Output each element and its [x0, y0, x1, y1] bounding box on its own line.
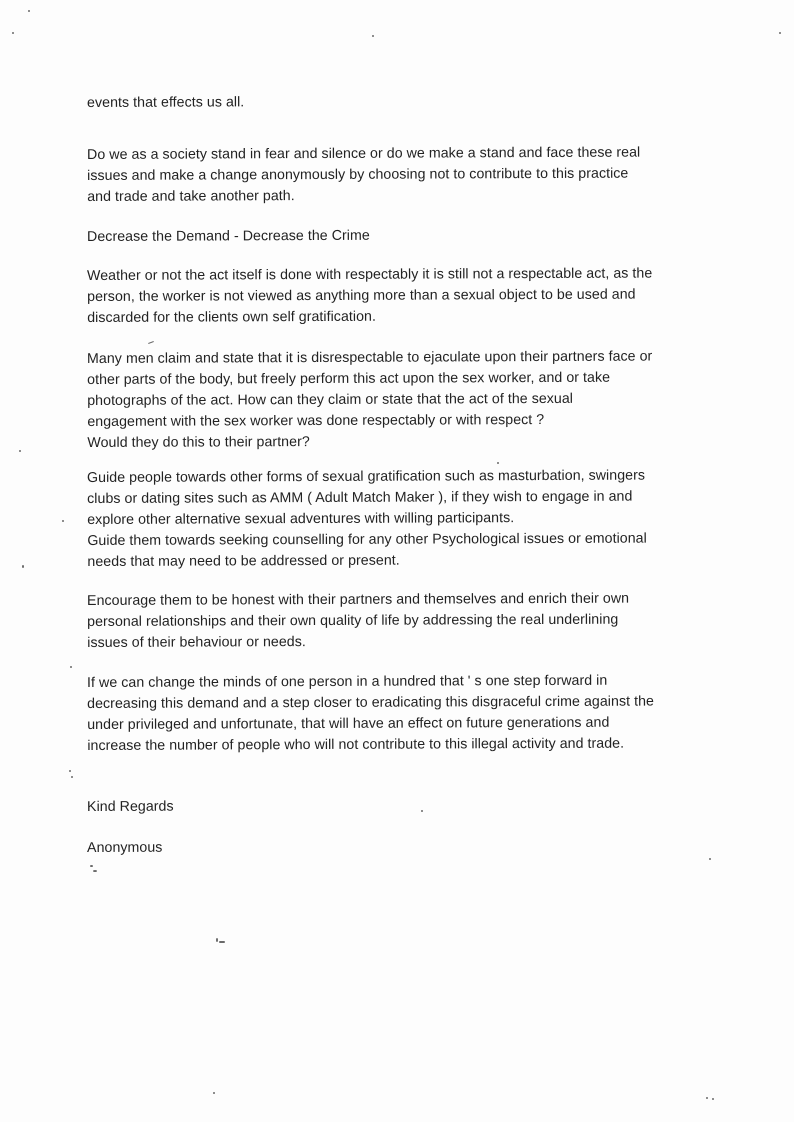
paragraph-change-minds	[87, 670, 717, 757]
text-line: Guide people towards other forms of sexual gratification such as masturbation, swingers	[87, 467, 646, 486]
scan-speck	[71, 776, 73, 778]
scan-speck	[22, 565, 24, 568]
text-line: needs that may need to be addressed or present.	[87, 552, 400, 570]
scan-speck	[712, 1098, 714, 1100]
text-line: increase the number of people who will not contribute to this illegal activity and trade.	[87, 735, 625, 754]
scan-speck	[706, 1097, 708, 1099]
scan-speck	[62, 520, 64, 522]
scan-speck	[709, 858, 711, 860]
paragraph-society-stand	[87, 142, 717, 208]
text-line: person, the worker is not viewed as anything more than a sexual object to be used and	[87, 286, 636, 305]
signature-name	[87, 835, 717, 859]
text-line: issues and make a change anonymously by choosing not to contribute to this practice	[87, 165, 629, 184]
text-line: issues of their behaviour or needs.	[87, 634, 306, 651]
scan-speck	[93, 870, 97, 872]
text-line: Many men claim and state that it is disrespectable to ejaculate upon their partners face or	[87, 348, 653, 367]
paragraph-slogan	[87, 224, 717, 248]
text-line: Decrease the Demand - Decrease the Crime	[87, 227, 370, 245]
scan-speck	[216, 938, 218, 942]
text-line: explore other alternative sexual adventures with willing participants.	[87, 510, 515, 528]
scan-speck	[19, 450, 21, 452]
scan-speck	[497, 462, 499, 464]
text-line: Encourage them to be honest with their partners and themselves and enrich their own	[87, 590, 630, 609]
scan-speck	[213, 1092, 215, 1094]
scan-speck	[421, 810, 423, 812]
text-line: Would they do this to their partner?	[87, 434, 310, 451]
text-line: Weather or not the act itself is done with respectably it is still not a respectable act, as the	[87, 265, 653, 284]
text-line: photographs of the act. How can they claim or state that the act of the sexual	[87, 390, 574, 409]
scan-speck	[90, 865, 93, 867]
scan-speck	[69, 770, 71, 772]
text-line: decreasing this demand and a step closer to eradicating this disgraceful crime against the	[87, 693, 654, 712]
text-line: If we can change the minds of one person in a hundred that ' s one step forward in	[87, 672, 608, 691]
scan-speck	[372, 35, 374, 37]
scan-speck	[219, 941, 225, 943]
paragraph-encourage-honesty	[87, 588, 717, 654]
paragraph-respectable-act	[87, 263, 717, 329]
scan-speck	[28, 10, 30, 12]
text-line: discarded for the clients own self gratification.	[87, 308, 376, 326]
scan-speck	[70, 666, 72, 668]
text-line: clubs or dating sites such as AMM ( Adult Match Maker ), if they wish to engage in and	[87, 488, 633, 507]
text-line: engagement with the sex worker was done respectably or with respect ?	[87, 412, 545, 430]
text-line: other parts of the body, but freely perform this act upon the sex worker, and or take	[87, 369, 611, 388]
text-line: events that effects us all.	[87, 94, 245, 111]
text-line: Anonymous	[87, 839, 163, 856]
paragraph-intro-fragment	[87, 90, 717, 114]
text-line: and trade and take another path.	[87, 188, 295, 205]
text-line: Kind Regards	[87, 798, 174, 815]
text-line: personal relationships and their own quality of life by addressing the real underlining	[87, 611, 619, 630]
scan-speck	[12, 32, 14, 34]
paragraph-partner-respect	[87, 346, 717, 454]
text-line: Guide them towards seeking counselling for any other Psychological issues or emotional	[87, 530, 647, 549]
closing-salutation	[87, 794, 717, 818]
scan-speck	[779, 32, 781, 34]
text-line: under privileged and unfortunate, that will have an effect on future generations and	[87, 714, 610, 733]
text-line: Do we as a society stand in fear and silence or do we make a stand and face these real	[87, 144, 641, 163]
paragraph-guide-alternatives	[87, 465, 717, 573]
scan-speck	[148, 341, 154, 344]
